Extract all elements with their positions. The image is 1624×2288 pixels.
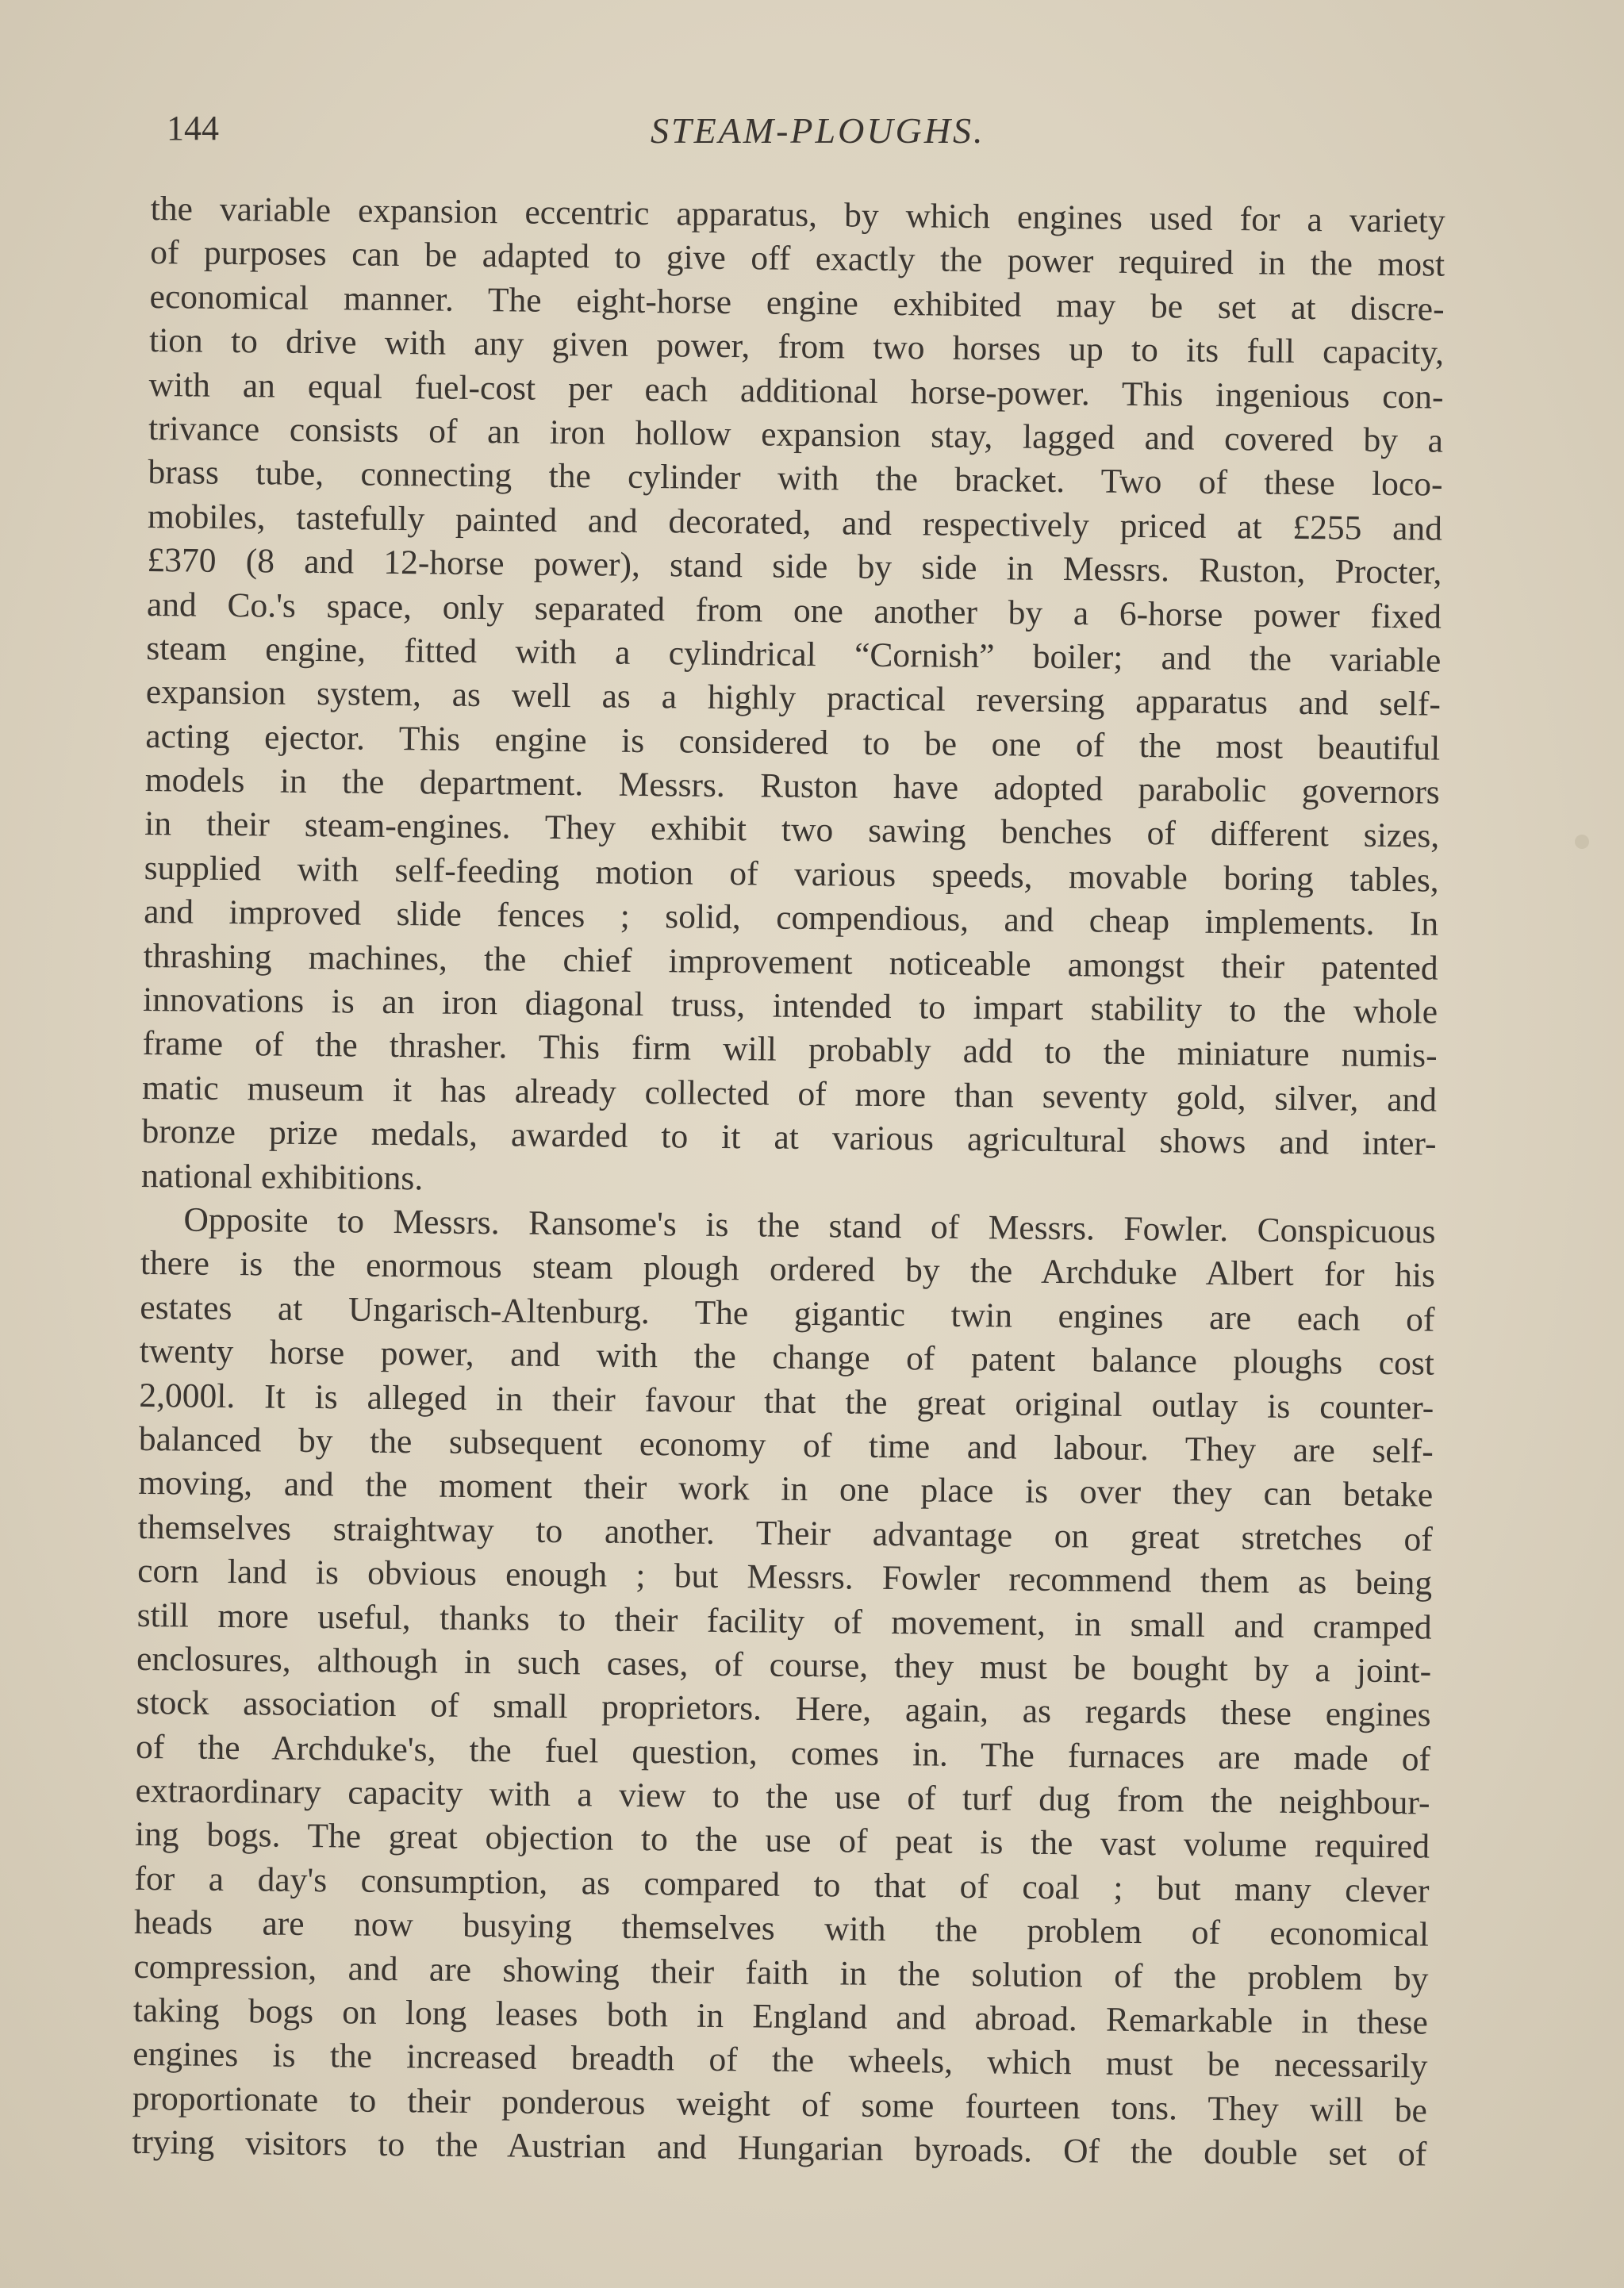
text-line: brass tube, connecting the cylinder with the bracket. Two of these loco- <box>148 453 1443 504</box>
text-line: for a day's consumption, as compared to that of coal ; but many clever <box>134 1859 1430 1910</box>
text-line: tion to drive with any given power, from two horses up to its full capacity, <box>148 321 1445 372</box>
text-line: frame of the thrasher. This firm will probably add to the miniature numis- <box>142 1024 1438 1076</box>
text-line: national exhibitions. <box>140 1156 424 1197</box>
text-line: in their steam-engines. They exhibit two sawing benches of different sizes, <box>144 804 1440 856</box>
text-line: expansion system, as well as a highly practical reversing apparatus and self- <box>145 673 1442 724</box>
text-line: and Co.'s space, only separated from one another by a 6-horse power fixed <box>146 585 1442 636</box>
text-line: acting ejector. This engine is considered to be one of the most beautiful <box>145 716 1441 768</box>
text-line: engines is the increased breadth of the wheels, which must be necessarily <box>132 2035 1428 2086</box>
text-line: themselves straightway to another. Their advantage on great stretches of <box>137 1507 1433 1559</box>
text-line: steam engine, fitted with a cylindrical “Cornish” boiler; and the variable <box>146 628 1442 680</box>
text-line: of purposes can be adapted to give off exactly the power required in the most <box>149 233 1445 285</box>
text-line: balanced by the subsequent economy of time and labour. They are self- <box>138 1419 1434 1471</box>
text-line: the variable expansion eccentric apparatus, by which engines used for a variety <box>150 189 1445 240</box>
text-line: heads are now busying themselves with the problem of economical <box>133 1903 1430 1954</box>
text-line: taking bogs on long leases both in England and abroad. Remarkable in these <box>132 1990 1429 2042</box>
paragraph-2 <box>132 1198 1436 2177</box>
page-number: 144 <box>167 109 219 148</box>
text-line: trying visitors to the Austrian and Hungarian byroads. Of the double set of <box>132 2123 1427 2174</box>
text-line: ing bogs. The great objection to the use of peat is the vast volume required <box>134 1815 1430 1867</box>
text-line: extraordinary capacity with a view to the use of turf dug from the neighbour- <box>135 1771 1430 1822</box>
text-line: innovations is an iron diagonal truss, intended to impart stability to the whole <box>142 980 1438 1031</box>
text-line: trivance consists of an iron hollow expansion stay, lagged and covered by a <box>148 409 1444 460</box>
text-line: stock association of small proprietors. Here, again, as regards these engines <box>136 1683 1431 1734</box>
text-line: with an equal fuel-cost per each additional horse-power. This ingenious con- <box>148 365 1444 417</box>
body-text <box>132 187 1445 2177</box>
text-line: compression, and are showing their faith in the solution of the problem by <box>133 1947 1429 1998</box>
text-line: economical manner. The eight-horse engine exhibited may be set at discre- <box>149 277 1445 328</box>
text-line: Opposite to Messrs. Ransome's is the stand of Messrs. Fowler. Conspicuous <box>183 1200 1436 1251</box>
text-line: enclosures, although in such cases, of course, they must be bought by a joint- <box>136 1639 1432 1691</box>
text-line: proportionate to their ponderous weight of some fourteen tons. They will be <box>132 2079 1428 2130</box>
text-line: models in the department. Messrs. Ruston have adopted parabolic governors <box>144 761 1440 812</box>
text-line: corn land is obvious enough ; but Messrs. Fowler recommend them as being <box>137 1552 1433 1603</box>
text-line: bronze prize medals, awarded to it at various agricultural shows and inter- <box>141 1112 1437 1163</box>
text-line: of the Archduke's, the fuel question, comes in. The furnaces are made of <box>135 1727 1431 1779</box>
page-header <box>167 108 1436 155</box>
text-line: £370 (8 and 12-horse power), stand side by side in Messrs. Ruston, Procter, <box>147 541 1442 592</box>
paragraph-1 <box>141 187 1445 1211</box>
running-head: STEAM-PLOUGHS. <box>651 110 985 151</box>
paper-blemish <box>1575 835 1589 849</box>
text-line: estates at Ungarisch-Altenburg. The gigantic twin engines are each of <box>140 1288 1435 1339</box>
text-line: twenty horse power, and with the change of patent balance ploughs cost <box>139 1332 1435 1383</box>
text-line: still more useful, thanks to their facility of movement, in small and cramped <box>136 1595 1432 1647</box>
text-line: moving, and the moment their work in one place is over they can betake <box>138 1464 1434 1514</box>
text-line: there is the enormous steam plough ordered by the Archduke Albert for his <box>140 1244 1436 1295</box>
text-line: supplied with self-feeding motion of various speeds, movable boring tables, <box>144 848 1439 900</box>
text-line: mobiles, tastefully painted and decorated, and respectively priced at £255 and <box>147 497 1443 548</box>
text-line: thrashing machines, the chief improvement noticeable amongst their patented <box>143 936 1438 988</box>
text-line: matic museum it has already collected of more than seventy gold, silver, and <box>141 1068 1438 1119</box>
text-line: 2,000l. It is alleged in their favour that the great original outlay is counter- <box>139 1376 1434 1427</box>
text-line: and improved slide fences ; solid, compendious, and cheap implements. In <box>144 893 1439 943</box>
